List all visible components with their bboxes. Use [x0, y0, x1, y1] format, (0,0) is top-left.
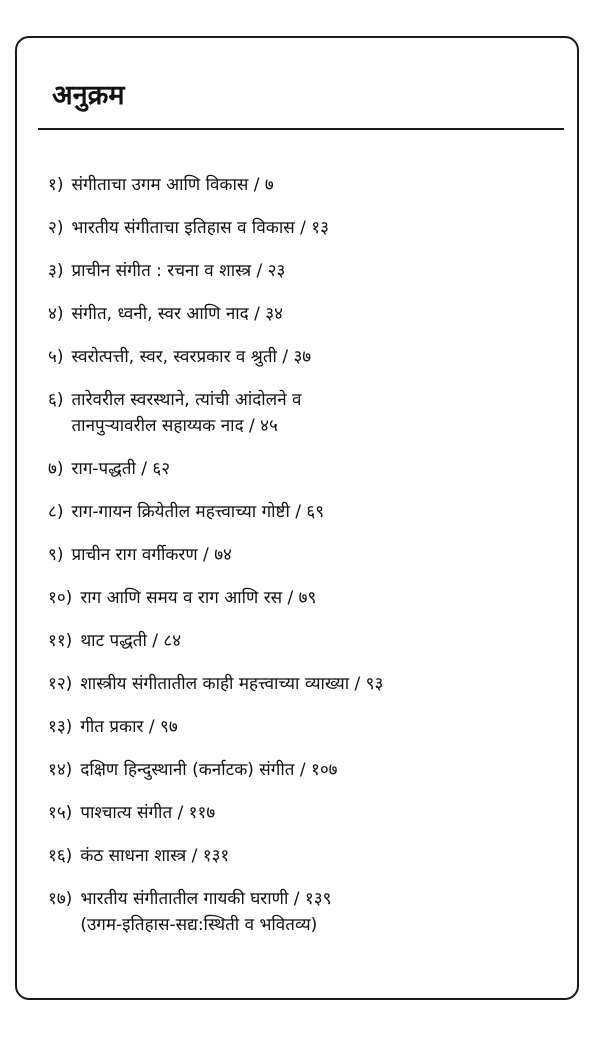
toc-entry	[48, 714, 568, 740]
toc-entry-text	[80, 714, 568, 740]
toc-entry-number: ४)	[48, 304, 64, 324]
toc-entry-number: ३)	[48, 261, 64, 281]
toc-entry-text	[80, 585, 568, 611]
toc-entry-line: तारेवरील स्वरस्थाने, त्यांची आंदोलने व	[71, 390, 302, 410]
toc-entry-line: राग-पद्धती / ६२	[71, 459, 171, 479]
toc-entry-line: पाश्चात्य संगीत / ११७	[80, 803, 216, 823]
toc-entry-line: गीत प्रकार / ९७	[80, 717, 178, 737]
toc-entry	[48, 843, 568, 869]
toc-entry	[48, 301, 568, 327]
toc-entry	[48, 172, 568, 198]
toc-entry-number: १४)	[48, 760, 73, 780]
toc-entry-line: स्वरोत्पत्ती, स्वर, स्वरप्रकार व श्रुती / ३७	[71, 347, 312, 367]
toc-entry	[48, 387, 568, 439]
toc-entry-text	[80, 671, 568, 697]
toc-entry-line: थाट पद्धती / ८४	[80, 631, 182, 651]
toc-entry-text	[80, 800, 568, 826]
toc-entry-line: राग-गायन क्रियेतील महत्त्वाच्या गोष्टी / ६९	[71, 502, 325, 522]
toc-entry	[48, 671, 568, 697]
toc-entry-text	[71, 499, 568, 525]
toc-entry-line: (उगम-इतिहास-सद्य:स्थिती व भवितव्य)	[80, 915, 318, 935]
toc-entry-number: १६)	[48, 846, 73, 866]
toc-entry-line: संगीत, ध्वनी, स्वर आणि नाद / ३४	[71, 304, 283, 324]
toc-entry	[48, 886, 568, 938]
toc-entry-text	[71, 542, 568, 568]
toc-entry-number: १५)	[48, 803, 73, 823]
toc-entry-text	[71, 258, 568, 284]
toc-entry	[48, 585, 568, 611]
toc-entry-line: कंठ साधना शास्त्र / १३१	[80, 846, 230, 866]
toc-entry-number: ५)	[48, 347, 64, 367]
toc-entry-text	[71, 456, 568, 482]
toc-entry-line: दक्षिण हिन्दुस्थानी (कर्नाटक) संगीत / १०७	[80, 760, 338, 780]
toc-entry-number: ११)	[48, 631, 73, 651]
page-title: अनुक्रम	[52, 80, 125, 111]
toc-entry-line: भारतीय संगीतातील गायकी घराणी / १३९	[80, 889, 332, 909]
toc-entry-number: ८)	[48, 502, 64, 522]
toc-entry-number: १२)	[48, 674, 73, 694]
toc-entry	[48, 757, 568, 783]
toc-entry-text	[80, 886, 568, 938]
toc-entry	[48, 628, 568, 654]
toc-entry-number: १३)	[48, 717, 73, 737]
toc-entry-number: ७)	[48, 459, 64, 479]
toc-entry-number: ६)	[48, 390, 64, 410]
toc-entry	[48, 344, 568, 370]
toc-entry-text	[71, 172, 568, 198]
toc-entry	[48, 215, 568, 241]
toc-entry-line: प्राचीन राग वर्गीकरण / ७४	[71, 545, 232, 565]
table-of-contents	[48, 172, 568, 955]
toc-entry-number: १७)	[48, 889, 73, 909]
toc-entry-text	[80, 757, 568, 783]
toc-entry-text	[80, 843, 568, 869]
toc-entry-number: ९)	[48, 545, 64, 565]
toc-entry	[48, 800, 568, 826]
toc-entry-line: शास्त्रीय संगीतातील काही महत्त्वाच्या व्याख्या / ९३	[80, 674, 384, 694]
toc-entry-text	[71, 215, 568, 241]
toc-entry-line: राग आणि समय व राग आणि रस / ७९	[80, 588, 317, 608]
toc-entry-line: भारतीय संगीताचा इतिहास व विकास / १३	[71, 218, 329, 238]
toc-entry-number: २)	[48, 218, 64, 238]
toc-entry-number: १०)	[48, 588, 73, 608]
toc-entry	[48, 499, 568, 525]
toc-entry-text	[71, 387, 568, 439]
toc-entry-line: तानपुऱ्यावरील सहाय्यक नाद / ४५	[71, 416, 278, 436]
toc-entry-text	[71, 301, 568, 327]
title-divider	[38, 128, 564, 130]
toc-entry-text	[71, 344, 568, 370]
toc-entry	[48, 542, 568, 568]
toc-entry-line: प्राचीन संगीत : रचना व शास्त्र / २३	[71, 261, 286, 281]
toc-entry-text	[80, 628, 568, 654]
toc-entry	[48, 258, 568, 284]
toc-entry-line: संगीताचा उगम आणि विकास / ७	[71, 175, 274, 195]
toc-entry	[48, 456, 568, 482]
toc-entry-number: १)	[48, 175, 64, 195]
